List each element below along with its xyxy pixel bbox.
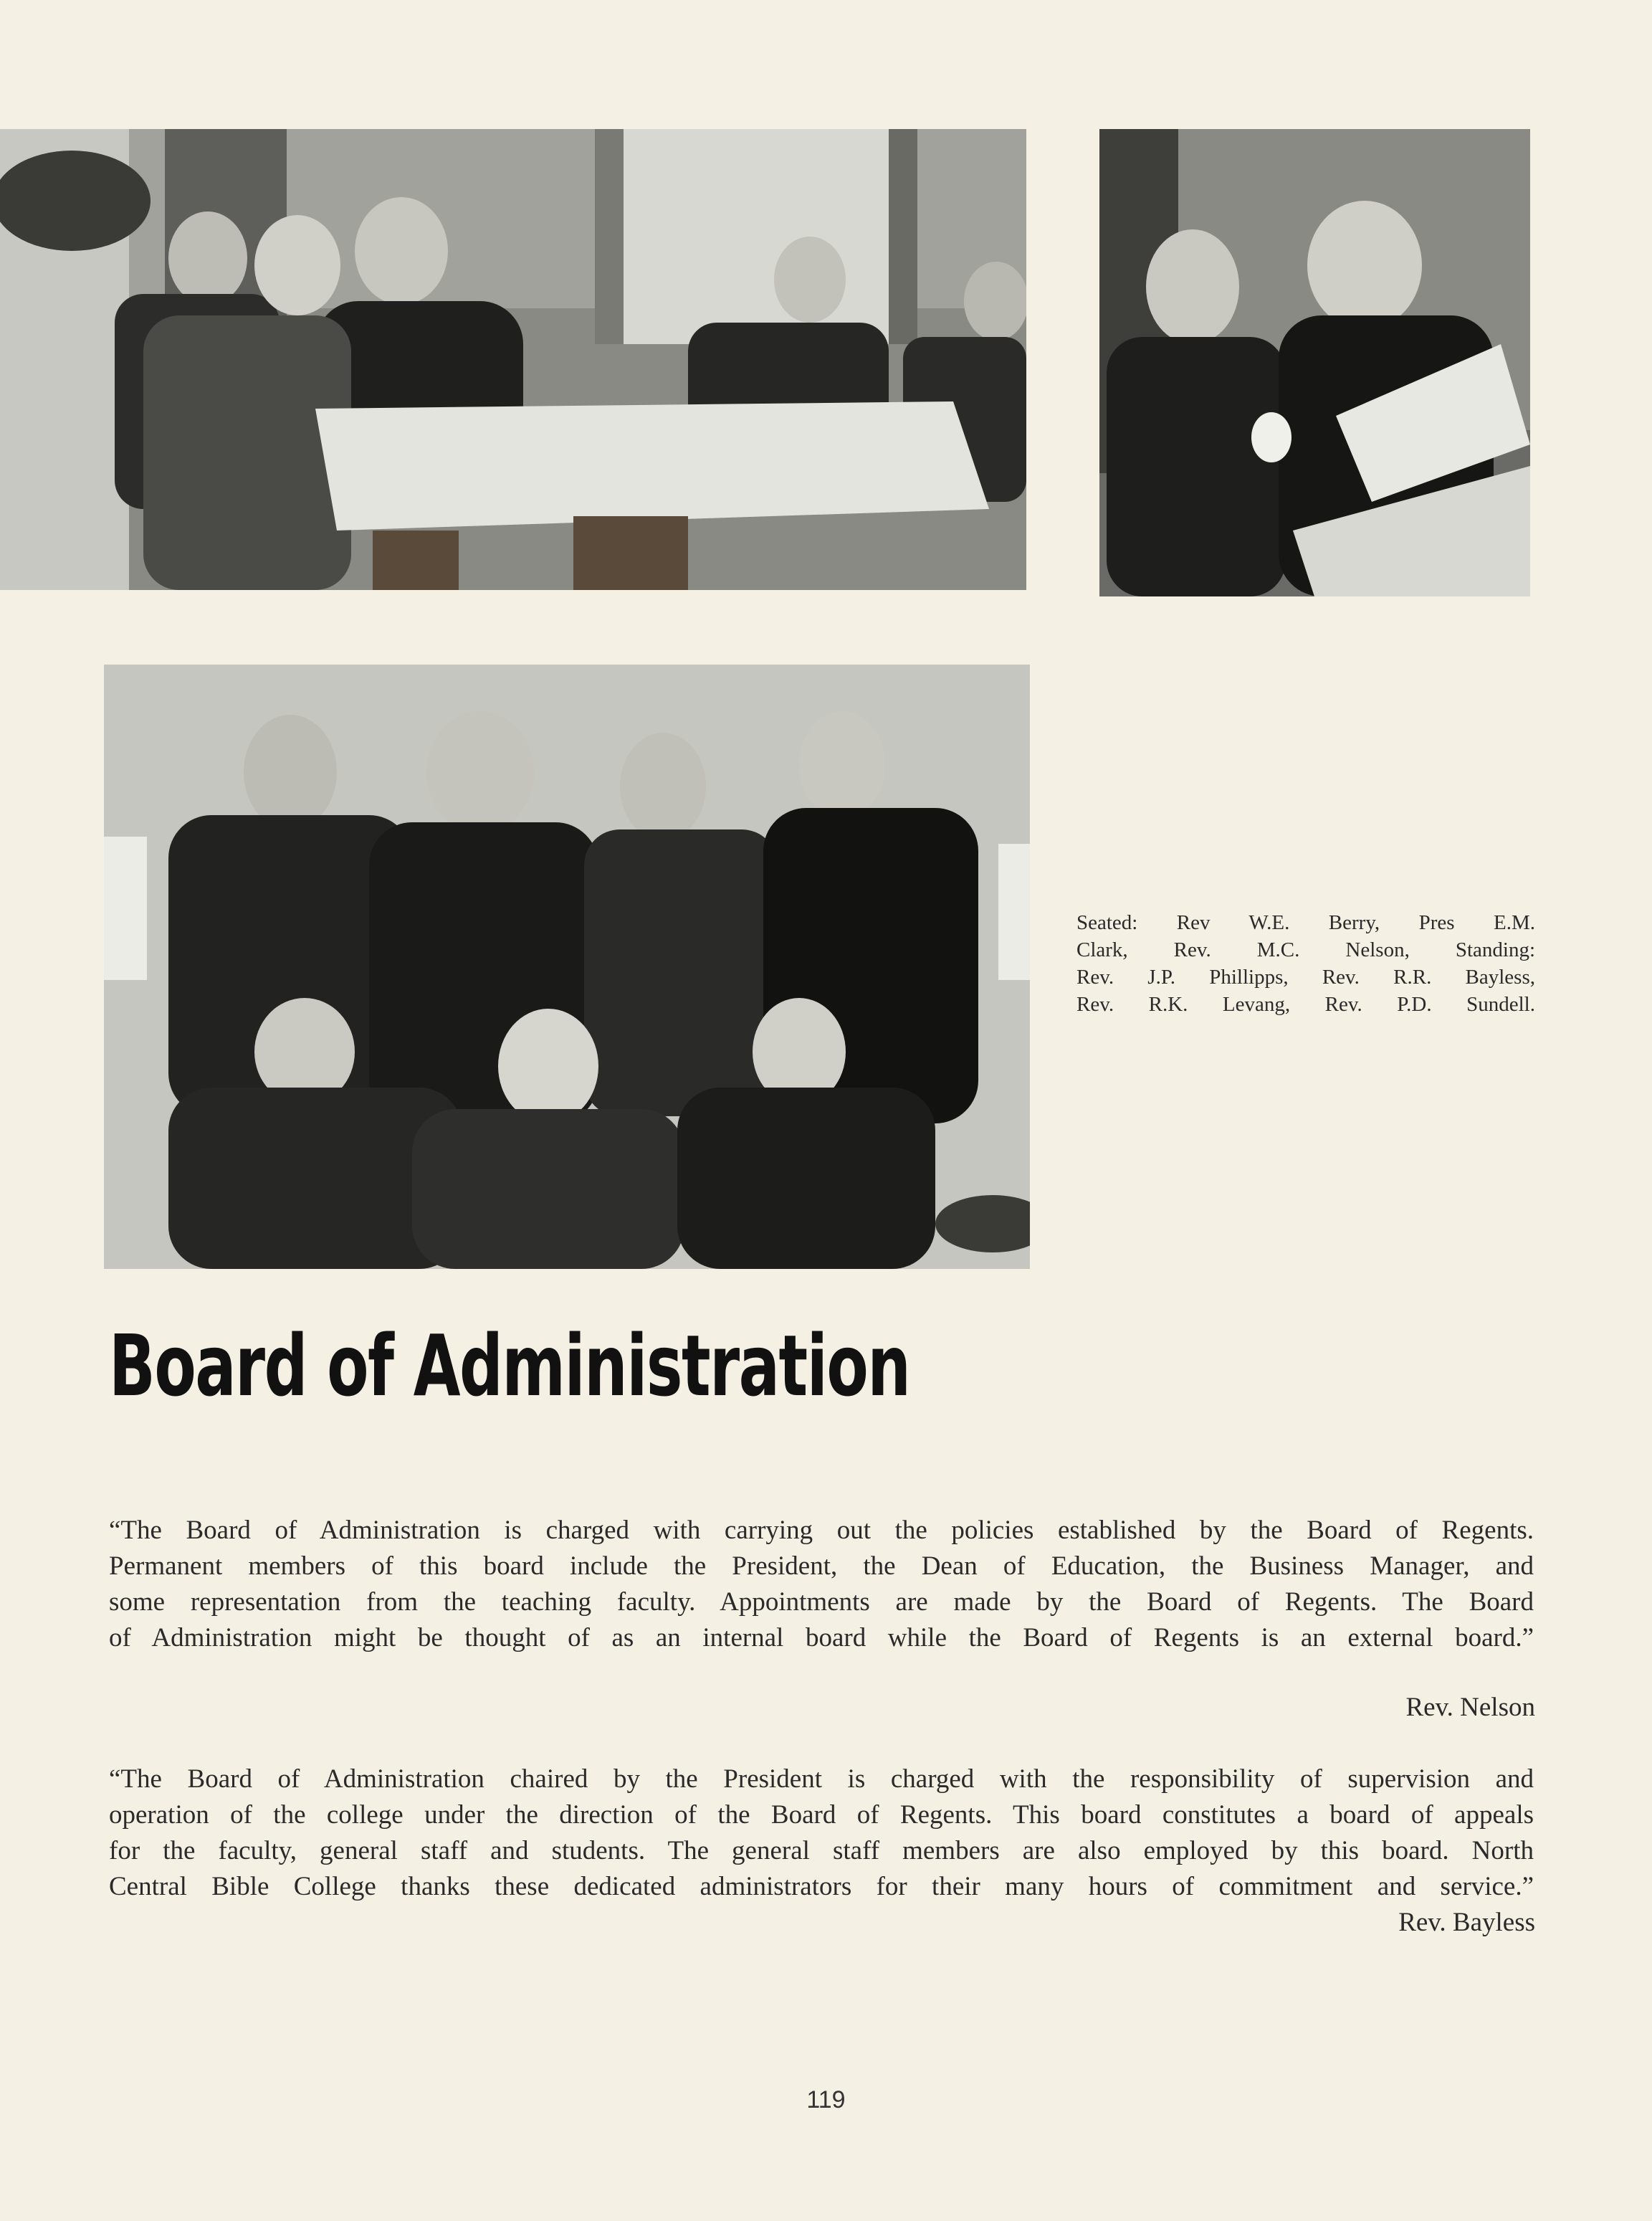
- quote-nelson: [109, 1513, 1534, 1656]
- newspaper-photo: [1099, 129, 1530, 596]
- photo-caption: [1076, 909, 1535, 1018]
- quote-author: Rev. Nelson: [1405, 1693, 1535, 1722]
- page-title: Board of Administration: [109, 1316, 910, 1415]
- newspaper-photo-image: [1099, 129, 1530, 596]
- page-number: 119: [806, 2086, 846, 2113]
- quote-bayless: [109, 1761, 1534, 1905]
- quote-line: for the faculty, general staff and students. The general staff members are also employed by this board. North: [109, 1836, 1534, 1865]
- group-photo: [104, 665, 1030, 1269]
- quote-author: Rev. Bayless: [1398, 1908, 1535, 1937]
- caption-line: Rev. R.K. Levang, Rev. P.D. Sundell.: [1076, 993, 1535, 1016]
- caption-line: Clark, Rev. M.C. Nelson, Standing:: [1076, 938, 1535, 961]
- quote-line: Central Bible College thanks these dedicated administrators for their many hours of commitment and service.”: [109, 1872, 1534, 1901]
- quote-line: operation of the college under the direction of the Board of Regents. This board constitutes a board of appeals: [109, 1800, 1534, 1830]
- quote-line: “The Board of Administration chaired by the President is charged with the responsibility of supervision and: [109, 1764, 1534, 1794]
- quote-line: some representation from the teaching faculty. Appointments are made by the Board of Regents. The Board: [109, 1587, 1534, 1617]
- caption-line: Seated: Rev W.E. Berry, Pres E.M.: [1076, 911, 1535, 934]
- quote-line: “The Board of Administration is charged with carrying out the policies established by the Board of Regents.: [109, 1516, 1534, 1545]
- caption-line: Rev. J.P. Phillipps, Rev. R.R. Bayless,: [1076, 966, 1535, 989]
- meeting-photo: [0, 129, 1026, 590]
- quote-line: of Administration might be thought of as an internal board while the Board of Regents is an external board.”: [109, 1623, 1534, 1652]
- meeting-photo-image: [0, 129, 1026, 590]
- group-photo-image: [104, 665, 1030, 1269]
- quote-line: Permanent members of this board include the President, the Dean of Education, the Business Manager, and: [109, 1551, 1534, 1581]
